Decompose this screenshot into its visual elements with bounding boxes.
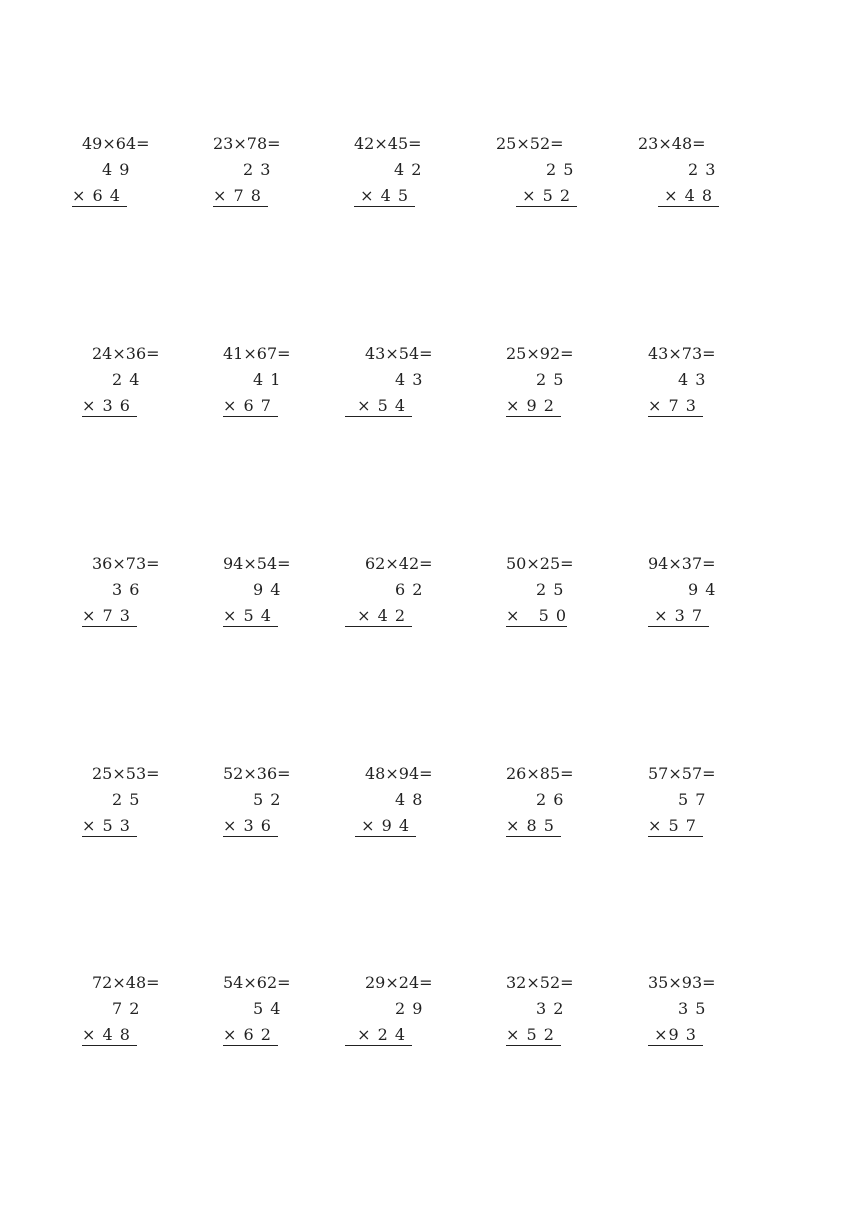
problem-bottom-number: × 5 2 [516,186,578,205]
problem-bottom-number: × 7 8 [213,186,269,205]
problem-equation: 25×53= [92,764,160,783]
problem-equation: 57×57= [648,764,716,783]
problem-top-number: 9 4 [688,580,717,599]
problem-equation: 25×92= [506,344,574,363]
problem-equation: 23×78= [213,134,281,153]
problem-equation: 41×67= [223,344,291,363]
problem-equation: 35×93= [648,973,716,992]
problem-top-number: 3 2 [536,999,565,1018]
problem-bottom-number: × 3 7 [648,606,710,625]
problem-bottom-number: × 9 2 [506,396,562,415]
problem-top-number: 5 2 [253,790,282,809]
problem-equation: 42×45= [354,134,422,153]
problem-top-number: 2 5 [536,580,565,599]
problem-top-number: 4 3 [395,370,424,389]
problem-top-number: 3 6 [112,580,141,599]
problem-top-number: 4 1 [253,370,282,389]
problem-top-number: 4 9 [102,160,131,179]
problem-11 [82,554,192,634]
problem-equation: 25×52= [496,134,564,153]
problem-5 [638,134,748,214]
problem-equation: 36×73= [92,554,160,573]
problem-bottom-number: × 4 5 [354,186,416,205]
problem-bottom-number: × 5 0 [506,606,568,625]
problem-bottom-number: × 3 6 [223,816,279,835]
problem-bottom-number: × 2 4 [345,1025,413,1044]
problem-3 [354,134,464,214]
problem-14 [506,554,616,634]
problem-20 [648,764,758,844]
problem-7 [223,344,333,424]
problem-1 [72,134,182,214]
problem-bottom-number: × 8 5 [506,816,562,835]
problem-25 [648,973,758,1053]
problem-6 [82,344,192,424]
problem-bottom-number: × 4 8 [82,1025,138,1044]
problem-bottom-number: × 5 7 [648,816,704,835]
problem-top-number: 2 5 [546,160,575,179]
problem-bottom-number: × 5 4 [223,606,279,625]
problem-top-number: 5 4 [253,999,282,1018]
problem-equation: 54×62= [223,973,291,992]
problem-9 [506,344,616,424]
problem-bottom-number: × 7 3 [648,396,704,415]
problem-19 [506,764,616,844]
problem-top-number: 4 2 [394,160,423,179]
problem-12 [223,554,333,634]
problem-top-number: 2 9 [395,999,424,1018]
problem-equation: 23×48= [638,134,706,153]
problem-bottom-number: × 5 4 [345,396,413,415]
problem-equation: 94×37= [648,554,716,573]
problem-bottom-number: × 6 7 [223,396,279,415]
problem-top-number: 2 6 [536,790,565,809]
problem-top-number: 2 5 [112,790,141,809]
problem-21 [82,973,192,1053]
problem-equation: 29×24= [365,973,433,992]
problem-bottom-number: × 7 3 [82,606,138,625]
problem-equation: 72×48= [92,973,160,992]
problem-top-number: 2 3 [243,160,272,179]
problem-equation: 43×54= [365,344,433,363]
problem-24 [506,973,616,1053]
problem-equation: 49×64= [82,134,150,153]
problem-bottom-number: × 5 2 [506,1025,562,1044]
problem-equation: 26×85= [506,764,574,783]
problem-22 [223,973,333,1053]
problem-equation: 62×42= [365,554,433,573]
problem-13 [345,554,455,634]
problem-equation: 43×73= [648,344,716,363]
problem-bottom-number: × 6 4 [72,186,128,205]
problem-top-number: 6 2 [395,580,424,599]
problem-16 [82,764,192,844]
problem-equation: 50×25= [506,554,574,573]
problem-top-number: 2 3 [688,160,717,179]
problem-15 [648,554,758,634]
problem-top-number: 2 5 [536,370,565,389]
problem-equation: 52×36= [223,764,291,783]
problem-equation: 24×36= [92,344,160,363]
problem-bottom-number: × 9 4 [355,816,417,835]
problem-top-number: 5 7 [678,790,707,809]
problem-top-number: 9 4 [253,580,282,599]
problem-top-number: 2 4 [112,370,141,389]
problem-bottom-number: × 3 6 [82,396,138,415]
problem-bottom-number: × 6 2 [223,1025,279,1044]
problem-2 [213,134,323,214]
problem-18 [355,764,465,844]
problem-top-number: 4 8 [395,790,424,809]
problem-bottom-number: × 4 8 [658,186,720,205]
problem-equation: 32×52= [506,973,574,992]
problem-10 [648,344,758,424]
problem-equation: 94×54= [223,554,291,573]
problem-8 [345,344,455,424]
problem-equation: 48×94= [365,764,433,783]
problem-23 [345,973,455,1053]
problem-17 [223,764,333,844]
problem-bottom-number: × 5 3 [82,816,138,835]
problem-bottom-number: ×9 3 [648,1025,704,1044]
problem-bottom-number: × 4 2 [345,606,413,625]
problem-4 [496,134,606,214]
problem-top-number: 4 3 [678,370,707,389]
problem-top-number: 7 2 [112,999,141,1018]
problem-top-number: 3 5 [678,999,707,1018]
